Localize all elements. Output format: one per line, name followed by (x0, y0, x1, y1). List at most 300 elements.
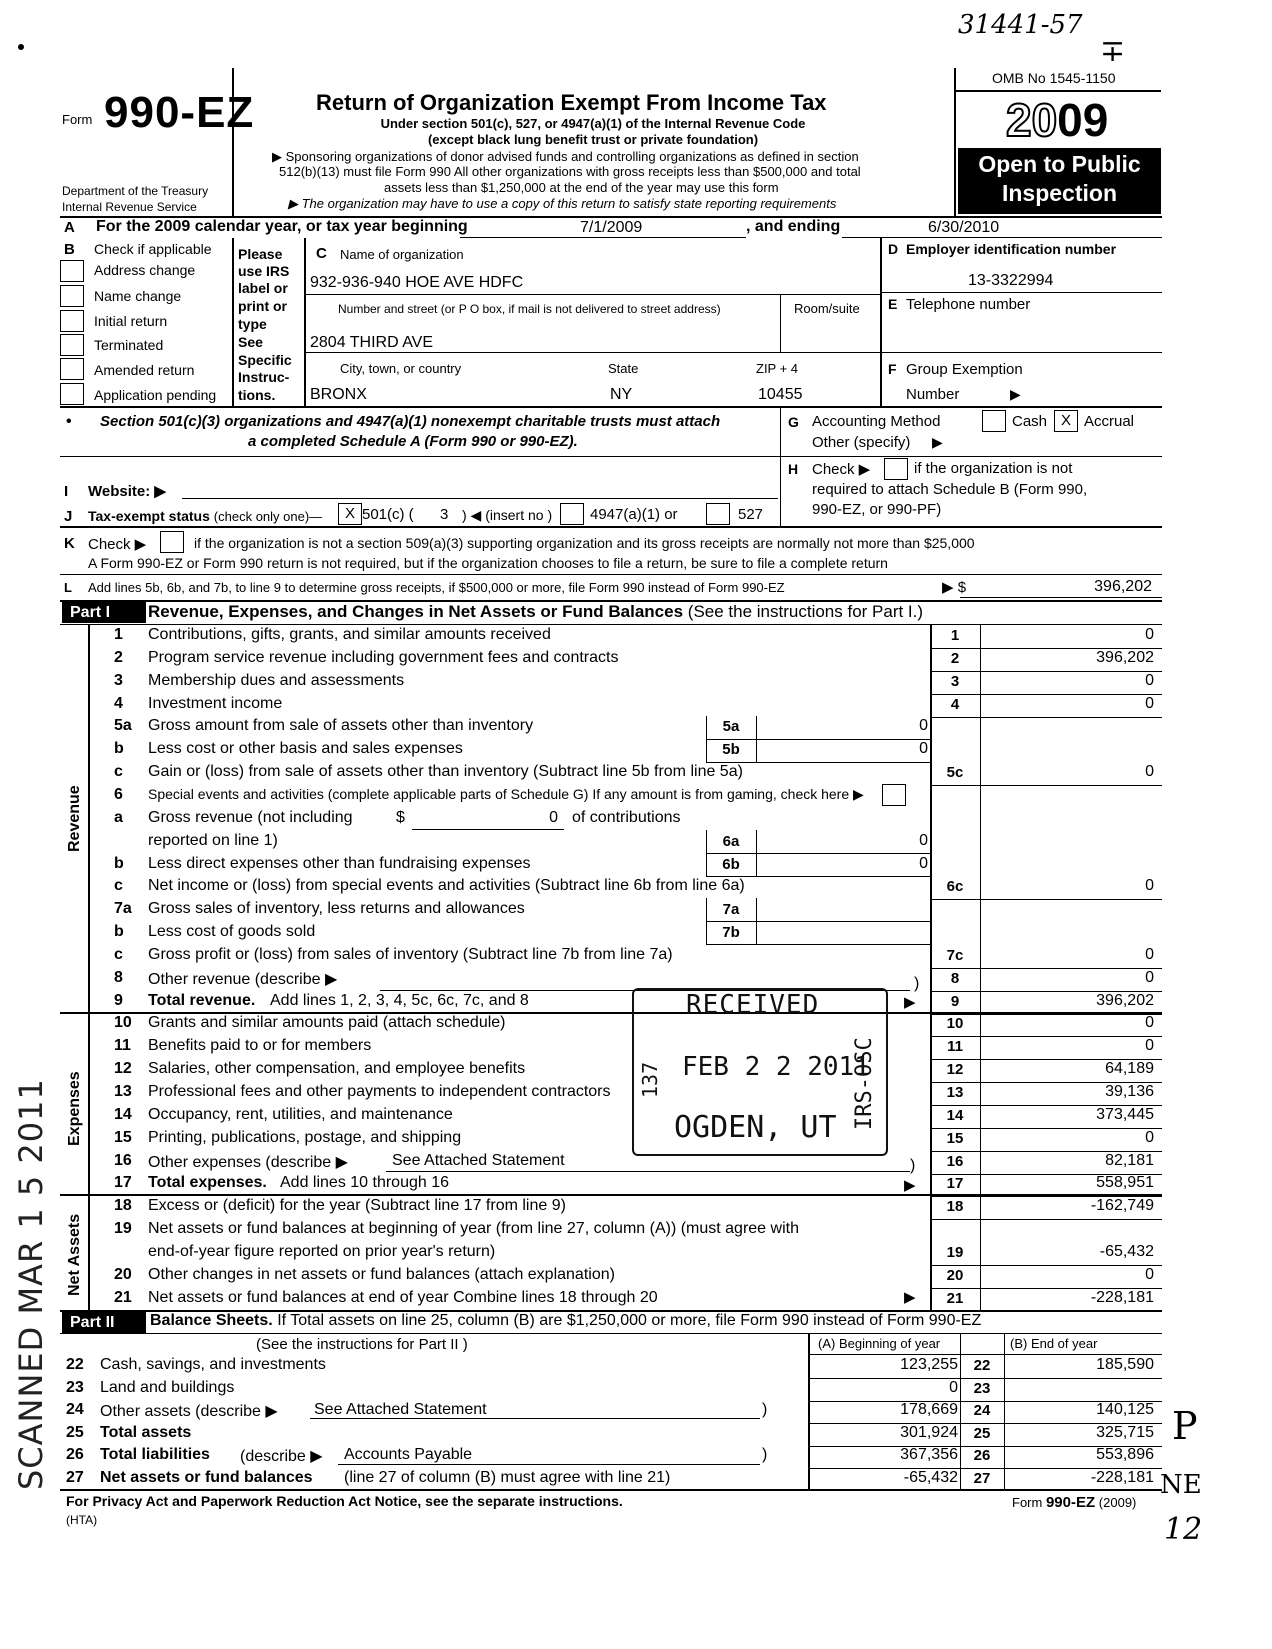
checkbox-527[interactable] (706, 503, 730, 525)
line-box-label: 13 (946, 1084, 964, 1101)
part1-line (0, 923, 1272, 946)
line-number: 12 (114, 1060, 132, 1077)
inner-box-value: 0 (919, 832, 928, 849)
balance-box-label: 23 (973, 1380, 991, 1397)
balance-line-number: 23 (66, 1379, 84, 1396)
tax-year-outline: 20 (1006, 94, 1058, 146)
part1-line (0, 855, 1272, 878)
other-expenses-description: See Attached Statement (392, 1152, 565, 1169)
balance-line-text: Other assets (describe ▶ (100, 1403, 278, 1420)
line-text: Salaries, other compensation, and employee benefits (148, 1060, 526, 1077)
line-a-text: For the 2009 calendar year, or tax year beginning (96, 218, 468, 235)
section-501-note-2: a completed Schedule A (Form 990 or 990-EZ). (248, 433, 578, 450)
scan-dot (18, 44, 24, 50)
inner-box-value: 0 (919, 717, 928, 734)
line-box-label: 5c (946, 764, 964, 781)
org-name: 932-936-940 HOE AVE HDFC (310, 274, 524, 291)
checkbox-name-change[interactable] (60, 285, 84, 307)
section-g-label: G (788, 414, 799, 430)
line-text: Grants and similar amounts paid (attach schedule) (148, 1014, 506, 1031)
beginning-value: 301,924 (900, 1424, 958, 1441)
section-l-text: Add lines 5b, 6b, and 7b, to line 9 to determine gross receipts, if $500,000 or more, file Form 990 instead of Form 990-EZ (88, 580, 785, 595)
line-box-label: 4 (950, 696, 960, 713)
org-zip: 10455 (758, 386, 803, 403)
form-ref-year: (2009) (1098, 1495, 1137, 1510)
part1-title (148, 602, 923, 622)
line-text: Gross profit or (loss) from sales of inventory (Subtract line 7b from line 7a) (148, 946, 673, 963)
beginning-value: 123,255 (900, 1356, 958, 1373)
line-number: b (114, 923, 124, 940)
please-9: tions. (238, 387, 276, 403)
part2-instructions: (See the instructions for Part II ) (256, 1336, 468, 1353)
dollar-sign: $ (396, 809, 405, 826)
part1-line (0, 786, 1272, 809)
checkbox-initial-return[interactable] (60, 310, 84, 332)
line-box-label: 12 (946, 1061, 964, 1078)
line-text-cont: Add lines 10 through 16 (280, 1174, 450, 1191)
label-amended-return: Amended return (94, 362, 195, 378)
line-number: 1 (114, 626, 123, 643)
line-text: Occupancy, rent, utilities, and maintenance (148, 1106, 453, 1123)
label-initial-return: Initial return (94, 313, 168, 329)
gross-receipts-value: 396,202 (1094, 578, 1152, 595)
balance-line-text-cont: (line 27 of column (B) must agree with line 21) (344, 1469, 671, 1486)
balance-row (0, 1356, 1272, 1379)
part1-line (0, 672, 1272, 695)
part2-title-note: If Total assets on line 25, column (B) are $1,250,000 or more, file Form 990 instead of Form 990-EZ (277, 1312, 982, 1329)
please-1: Please (238, 246, 283, 262)
balance-row (0, 1379, 1272, 1402)
line-box-label: 9 (950, 993, 960, 1010)
ein-label: Employer identification number (906, 241, 1117, 257)
end-value: 140,125 (1096, 1401, 1154, 1418)
tax-exempt-label (88, 508, 322, 524)
label-527: 527 (738, 506, 764, 523)
part1-tag: Part I (62, 602, 146, 623)
other-specify-arrow: ▶ (932, 434, 943, 450)
section-i-label: I (64, 483, 69, 500)
form-word: Form (62, 112, 93, 127)
line-value: -162,749 (1090, 1197, 1154, 1214)
part2-title (150, 1312, 981, 1330)
part1-line (0, 626, 1272, 649)
part1-line (0, 877, 1272, 900)
line-text: Less cost of goods sold (148, 923, 316, 940)
beginning-value: -65,432 (903, 1469, 958, 1486)
beginning-value: 0 (949, 1379, 958, 1396)
line-box-label: 8 (950, 970, 960, 987)
line-value: -65,432 (1099, 1243, 1154, 1260)
line-number: 8 (114, 969, 123, 986)
line-text: Excess or (deficit) for the year (Subtract line 17 from line 9) (148, 1197, 566, 1214)
inner-box-label: 7a (722, 901, 740, 918)
line-box-label: 17 (946, 1175, 964, 1192)
line-text: Other changes in net assets or fund balances (attach explanation) (148, 1266, 615, 1283)
line-text-cont: Add lines 1, 2, 3, 4, 5c, 6c, 7c, and 8 (270, 992, 529, 1009)
total-arrow: ▶ (904, 994, 916, 1011)
accounting-method-label: Accounting Method (812, 413, 941, 430)
section-h-text-2: required to attach Schedule B (Form 990, (812, 481, 1088, 498)
part1-line (0, 763, 1272, 786)
dept-treasury: Department of the Treasury (62, 184, 209, 198)
please-4: print or (238, 298, 287, 314)
line-text: end-of-year figure reported on prior year's return) (148, 1243, 496, 1260)
balance-row (0, 1424, 1272, 1447)
form-subtitle-1: Under section 501(c), 527, or 4947(a)(1) of the Internal Revenue Code (380, 116, 806, 131)
section-l-label: L (64, 580, 72, 595)
section-k-label: K (64, 535, 75, 552)
tax-exempt-status-text: Tax-exempt status (88, 508, 210, 524)
line-value: 373,445 (1096, 1106, 1154, 1123)
side-expenses: Expenses (66, 1071, 83, 1146)
close-paren: ) (910, 1157, 916, 1174)
line-text: Less direct expenses other than fundraising expenses (148, 855, 531, 872)
group-number-arrow: ▶ (1010, 386, 1021, 402)
part1-line (0, 649, 1272, 672)
line-number: c (114, 877, 123, 894)
label-address-change: Address change (94, 262, 196, 278)
section-g-bullet: • (66, 413, 72, 430)
line-a-label: A (64, 219, 75, 236)
cash-label: Cash (1012, 413, 1048, 430)
checkbox-application-pending[interactable] (60, 383, 84, 405)
line-number: 11 (114, 1037, 131, 1054)
handwritten-top: 31441-57 (958, 10, 1083, 40)
contributions-text: of contributions (572, 809, 681, 826)
tax-year-begin: 7/1/2009 (580, 219, 643, 236)
balance-description: See Attached Statement (314, 1401, 487, 1418)
form-ref-word: Form (1012, 1495, 1043, 1510)
hta-label: (HTA) (66, 1513, 98, 1527)
line-value: 0 (1145, 1037, 1154, 1054)
line-a-and-ending: , and ending (746, 218, 841, 235)
balance-line-number: 22 (66, 1356, 84, 1373)
handwritten-ne: NE (1160, 1470, 1202, 1500)
line-value: 0 (1145, 1129, 1154, 1146)
handwritten-mark: ∓ (1100, 34, 1126, 69)
line-number: 15 (114, 1129, 132, 1146)
line-text: Gain or (loss) from sale of assets other than inventory (Subtract line 5b from line 5a) (148, 763, 743, 780)
line-text: Gross sales of inventory, less returns and allowances (148, 900, 525, 917)
line-box-label: 14 (946, 1107, 964, 1124)
inner-box-label: 7b (722, 924, 740, 941)
total-arrow: ▶ (904, 1289, 916, 1306)
checkbox-gaming[interactable] (882, 784, 906, 806)
line-number: 2 (114, 649, 123, 666)
balance-box-label: 22 (973, 1357, 991, 1374)
stamp-received: RECEIVED (686, 990, 820, 1020)
please-7: Specific (238, 352, 292, 368)
line-text: Professional fees and other payments to independent contractors (148, 1083, 611, 1100)
form-subtitle-4: 512(b)(13) must file Form 990 All other organizations with gross receipts less than $500,000 and total (279, 164, 861, 179)
inner-box-label: 6b (722, 856, 740, 873)
part2-tag: Part II (62, 1312, 146, 1333)
line-number: 10 (114, 1014, 132, 1031)
state-label: State (608, 361, 639, 376)
total-arrow: ▶ (904, 1177, 916, 1194)
line-box-label: 7c (946, 947, 964, 964)
please-3: label or (238, 280, 288, 296)
line-number: 5a (114, 717, 132, 734)
line-number: 16 (114, 1152, 132, 1169)
line-text: Net assets or fund balances at beginning of year (from line 27, column (A)) (must agree with (148, 1220, 799, 1237)
line-value: 0 (1145, 626, 1154, 643)
side-net-assets: Net Assets (66, 1213, 83, 1296)
handwritten-p: P (1172, 1404, 1198, 1448)
part1-line (0, 900, 1272, 923)
part1-line (0, 695, 1272, 718)
line-text: Net assets or fund balances at end of year Combine lines 18 through 20 (148, 1289, 658, 1306)
checkbox-terminated[interactable] (60, 334, 84, 356)
line-text: Program service revenue including government fees and contracts (148, 649, 619, 666)
line-text: Gross revenue (not including (148, 809, 353, 826)
room-label: Room/suite (794, 301, 860, 316)
checkbox-accrual[interactable]: X (1054, 410, 1078, 432)
line-box-label: 20 (946, 1267, 964, 1284)
section-k-check: Check ▶ (88, 536, 147, 553)
line-box-label: 3 (950, 673, 960, 690)
line-value: 396,202 (1096, 649, 1154, 666)
line-text: Other revenue (describe ▶ (148, 971, 338, 988)
scanned-stamp: SCANNED MAR 1 5 2011 (12, 1078, 50, 1490)
inner-box-value: 0 (919, 855, 928, 872)
line-text: Membership dues and assessments (148, 672, 405, 689)
balance-row (0, 1401, 1272, 1424)
balance-box-label: 27 (973, 1470, 991, 1487)
line-text: Net income or (loss) from special events and activities (Subtract line 6b from line 6a) (148, 877, 745, 894)
checkbox-509a3[interactable] (160, 531, 184, 553)
line-text: Printing, publications, postage, and shipping (148, 1129, 462, 1146)
part1-line (0, 809, 1272, 832)
balance-box-label: 25 (973, 1425, 991, 1442)
checkbox-501c[interactable]: X (338, 503, 362, 525)
group-number-label: Number (906, 386, 960, 403)
omb-number: OMB No 1545-1150 (992, 70, 1116, 86)
line-number: 9 (114, 992, 123, 1009)
line-box-label: 16 (946, 1153, 964, 1170)
line-value: 0 (1145, 1266, 1154, 1283)
label-terminated: Terminated (94, 337, 164, 353)
org-state: NY (610, 386, 633, 403)
section-k-text-2: A Form 990-EZ or Form 990 return is not required, but if the organization chooses to file a return, be sure to file a complete return (88, 555, 888, 571)
form-subtitle-3: ▶ Sponsoring organizations of donor advised funds and controlling organizations as defined in section (272, 149, 859, 164)
line-text: Investment income (148, 695, 283, 712)
section-k-text: if the organization is not a section 509(a)(3) supporting organization and its gross receipts are normally not more than $25,000 (194, 535, 975, 551)
close-paren: ) (914, 975, 920, 992)
end-value: 185,590 (1096, 1356, 1154, 1373)
contributions-amount: 0 (549, 809, 558, 826)
balance-line-text: Cash, savings, and investments (100, 1356, 326, 1373)
dept-irs: Internal Revenue Service (62, 200, 197, 214)
balance-description: Accounts Payable (344, 1446, 473, 1463)
line-box-label: 19 (946, 1244, 964, 1261)
inner-box-label: 5b (722, 741, 740, 758)
part1-line (0, 717, 1272, 740)
part1-line (0, 1243, 1272, 1266)
org-street: 2804 THIRD AVE (310, 334, 434, 351)
please-8: Instruc- (238, 369, 290, 385)
inner-box-value: 0 (919, 740, 928, 757)
website-label: Website: ▶ (88, 483, 166, 500)
line-text: reported on line 1) (148, 832, 278, 849)
section-c-label: C (316, 245, 327, 262)
balance-close-paren: ) (762, 1401, 768, 1418)
section-b-title: Check if applicable (94, 241, 212, 257)
part1-line (0, 1197, 1272, 1220)
balance-line-number: 24 (66, 1401, 84, 1418)
line-value: 64,189 (1105, 1060, 1154, 1077)
line-box-label: 1 (950, 627, 960, 644)
tax-year-bold: 09 (1057, 94, 1109, 146)
org-name-label: Name of organization (340, 247, 464, 262)
form-number: 990-EZ (104, 88, 255, 137)
line-box-label: 15 (946, 1130, 964, 1147)
section-j-label: J (64, 508, 73, 525)
line-number: 21 (114, 1289, 132, 1306)
open-line-1: Open to Public (978, 151, 1141, 177)
street-label: Number and street (or P O box, if mail is not delivered to street address) (338, 302, 721, 316)
line-value: 82,181 (1105, 1152, 1154, 1169)
stamp-number: 137 (638, 1061, 662, 1098)
privacy-notice: For Privacy Act and Paperwork Reduction Act Notice, see the separate instructions. (66, 1493, 623, 1509)
line-value: 558,951 (1096, 1174, 1154, 1191)
line-box-label: 11 (947, 1038, 963, 1055)
section-l-arrow: ▶ $ (942, 579, 967, 596)
stamp-date: FEB 2 2 2011 (682, 1052, 870, 1082)
line-value: 0 (1145, 672, 1154, 689)
line-text: Special events and activities (complete applicable parts of Schedule G) If any amount is from gaming, check here ▶ (148, 786, 864, 802)
balance-box-label: 26 (973, 1447, 991, 1464)
balance-line-text: Land and buildings (100, 1379, 235, 1396)
stamp-place: OGDEN, UT (674, 1110, 837, 1145)
balance-close-paren: ) (762, 1446, 768, 1463)
line-value: 0 (1145, 763, 1154, 780)
part1-line (0, 946, 1272, 969)
form-title: Return of Organization Exempt From Income Tax (316, 90, 827, 115)
part1-line (0, 1266, 1272, 1289)
label-name-change: Name change (94, 288, 182, 304)
balance-box-label: 24 (973, 1402, 991, 1419)
balance-line-text-cont: (describe ▶ (240, 1448, 323, 1465)
section-h-check: Check ▶ (812, 461, 871, 478)
form-ref-number: 990-EZ (1045, 1494, 1096, 1511)
end-value: 325,715 (1096, 1424, 1154, 1441)
line-number: b (114, 855, 124, 872)
line-number: 19 (114, 1220, 132, 1237)
label-application-pending: Application pending (94, 387, 217, 403)
end-value: 553,896 (1096, 1446, 1154, 1463)
line-box-label: 2 (950, 650, 960, 667)
checkbox-schedule-b[interactable] (884, 458, 908, 480)
beginning-value: 367,356 (900, 1446, 958, 1463)
line-number: c (114, 763, 123, 780)
line-value: 0 (1145, 1014, 1154, 1031)
balance-line-number: 27 (66, 1469, 84, 1486)
section-d-label: D (888, 241, 899, 257)
line-text: Gross amount from sale of assets other than inventory (148, 717, 534, 734)
line-text: Contributions, gifts, grants, and similar amounts received (148, 626, 551, 643)
inner-box-label: 5a (722, 718, 740, 735)
line-box-label: 21 (946, 1290, 964, 1307)
part1-title-text: Revenue, Expenses, and Changes in Net Assets or Fund Balances (148, 602, 684, 621)
part1-line (0, 1220, 1272, 1243)
line-value: 0 (1145, 969, 1154, 986)
balance-line-text: Total assets (100, 1424, 192, 1441)
line-text: Less cost or other basis and sales expenses (148, 740, 463, 757)
open-to-public-box (958, 148, 1161, 214)
line-number: b (114, 740, 124, 757)
checkbox-4947[interactable] (560, 503, 584, 525)
form-subtitle-2: (except black lung benefit trust or private foundation) (427, 132, 759, 147)
line-number: 3 (114, 672, 123, 689)
checkbox-amended-return[interactable] (60, 358, 84, 380)
line-value: -228,181 (1090, 1289, 1154, 1306)
inner-box-label: 6a (722, 833, 740, 850)
part1-line (0, 1289, 1272, 1312)
line-text: Total expenses. (148, 1174, 267, 1191)
line-text: Total revenue. (148, 992, 256, 1009)
line-number: 17 (114, 1174, 132, 1191)
group-exemption-label: Group Exemption (906, 361, 1023, 378)
501c-number: 3 (440, 506, 449, 523)
please-2: use IRS (238, 263, 290, 279)
section-501-note-1: Section 501(c)(3) organizations and 4947(a)(1) nonexempt charitable trusts must attach (100, 413, 721, 430)
handwritten-12: 12 (1164, 1512, 1203, 1547)
side-revenue: Revenue (66, 785, 83, 852)
line-text: Benefits paid to or for members (148, 1037, 372, 1054)
balance-line-text: Total liabilities (100, 1446, 210, 1463)
beginning-value: 178,669 (900, 1401, 958, 1418)
line-value: 0 (1145, 695, 1154, 712)
line-box-label: 18 (946, 1198, 964, 1215)
col-a-header: (A) Beginning of year (818, 1336, 941, 1351)
line-box-label: 6c (946, 878, 964, 895)
label-4947: 4947(a)(1) or (590, 506, 678, 523)
section-h-label: H (788, 461, 799, 477)
checkbox-address-change[interactable] (60, 260, 84, 282)
line-number: c (114, 946, 123, 963)
balance-row (0, 1446, 1272, 1469)
line-text: Other expenses (describe ▶ (148, 1154, 348, 1171)
please-6: See (238, 334, 263, 350)
line-box-label: 10 (946, 1015, 964, 1032)
balance-line-text: Net assets or fund balances (100, 1469, 313, 1486)
please-5: type (238, 316, 267, 332)
ein-value: 13-3322994 (968, 272, 1054, 289)
line-number: 18 (114, 1197, 132, 1214)
form-subtitle-6: ▶ The organization may have to use a copy of this return to satisfy state reporting requirements (288, 196, 837, 211)
line-number: 13 (114, 1083, 132, 1100)
tax-exempt-note: (check only one)— (213, 509, 323, 524)
part1-title-note: (See the instructions for Part I.) (687, 602, 924, 621)
end-value: -228,181 (1090, 1469, 1154, 1486)
form-subtitle-5: assets less than $1,250,000 at the end of the year may use this form (384, 180, 779, 195)
line-value: 396,202 (1096, 992, 1154, 1009)
org-city: BRONX (310, 386, 367, 403)
section-h-text-1: if the organization is not (914, 460, 1073, 477)
balance-line-number: 25 (66, 1424, 84, 1441)
section-b-label: B (64, 241, 75, 258)
part1-line (0, 740, 1272, 763)
other-specify-label: Other (specify) (812, 434, 911, 451)
line-value: 39,136 (1105, 1083, 1154, 1100)
section-f-label: F (888, 361, 897, 377)
col-b-header: (B) End of year (1010, 1336, 1098, 1351)
insert-no-label: ) ◀ (insert no ) (462, 507, 553, 523)
line-number: 14 (114, 1106, 132, 1123)
city-label: City, town, or country (340, 361, 462, 376)
checkbox-cash[interactable] (982, 410, 1006, 432)
